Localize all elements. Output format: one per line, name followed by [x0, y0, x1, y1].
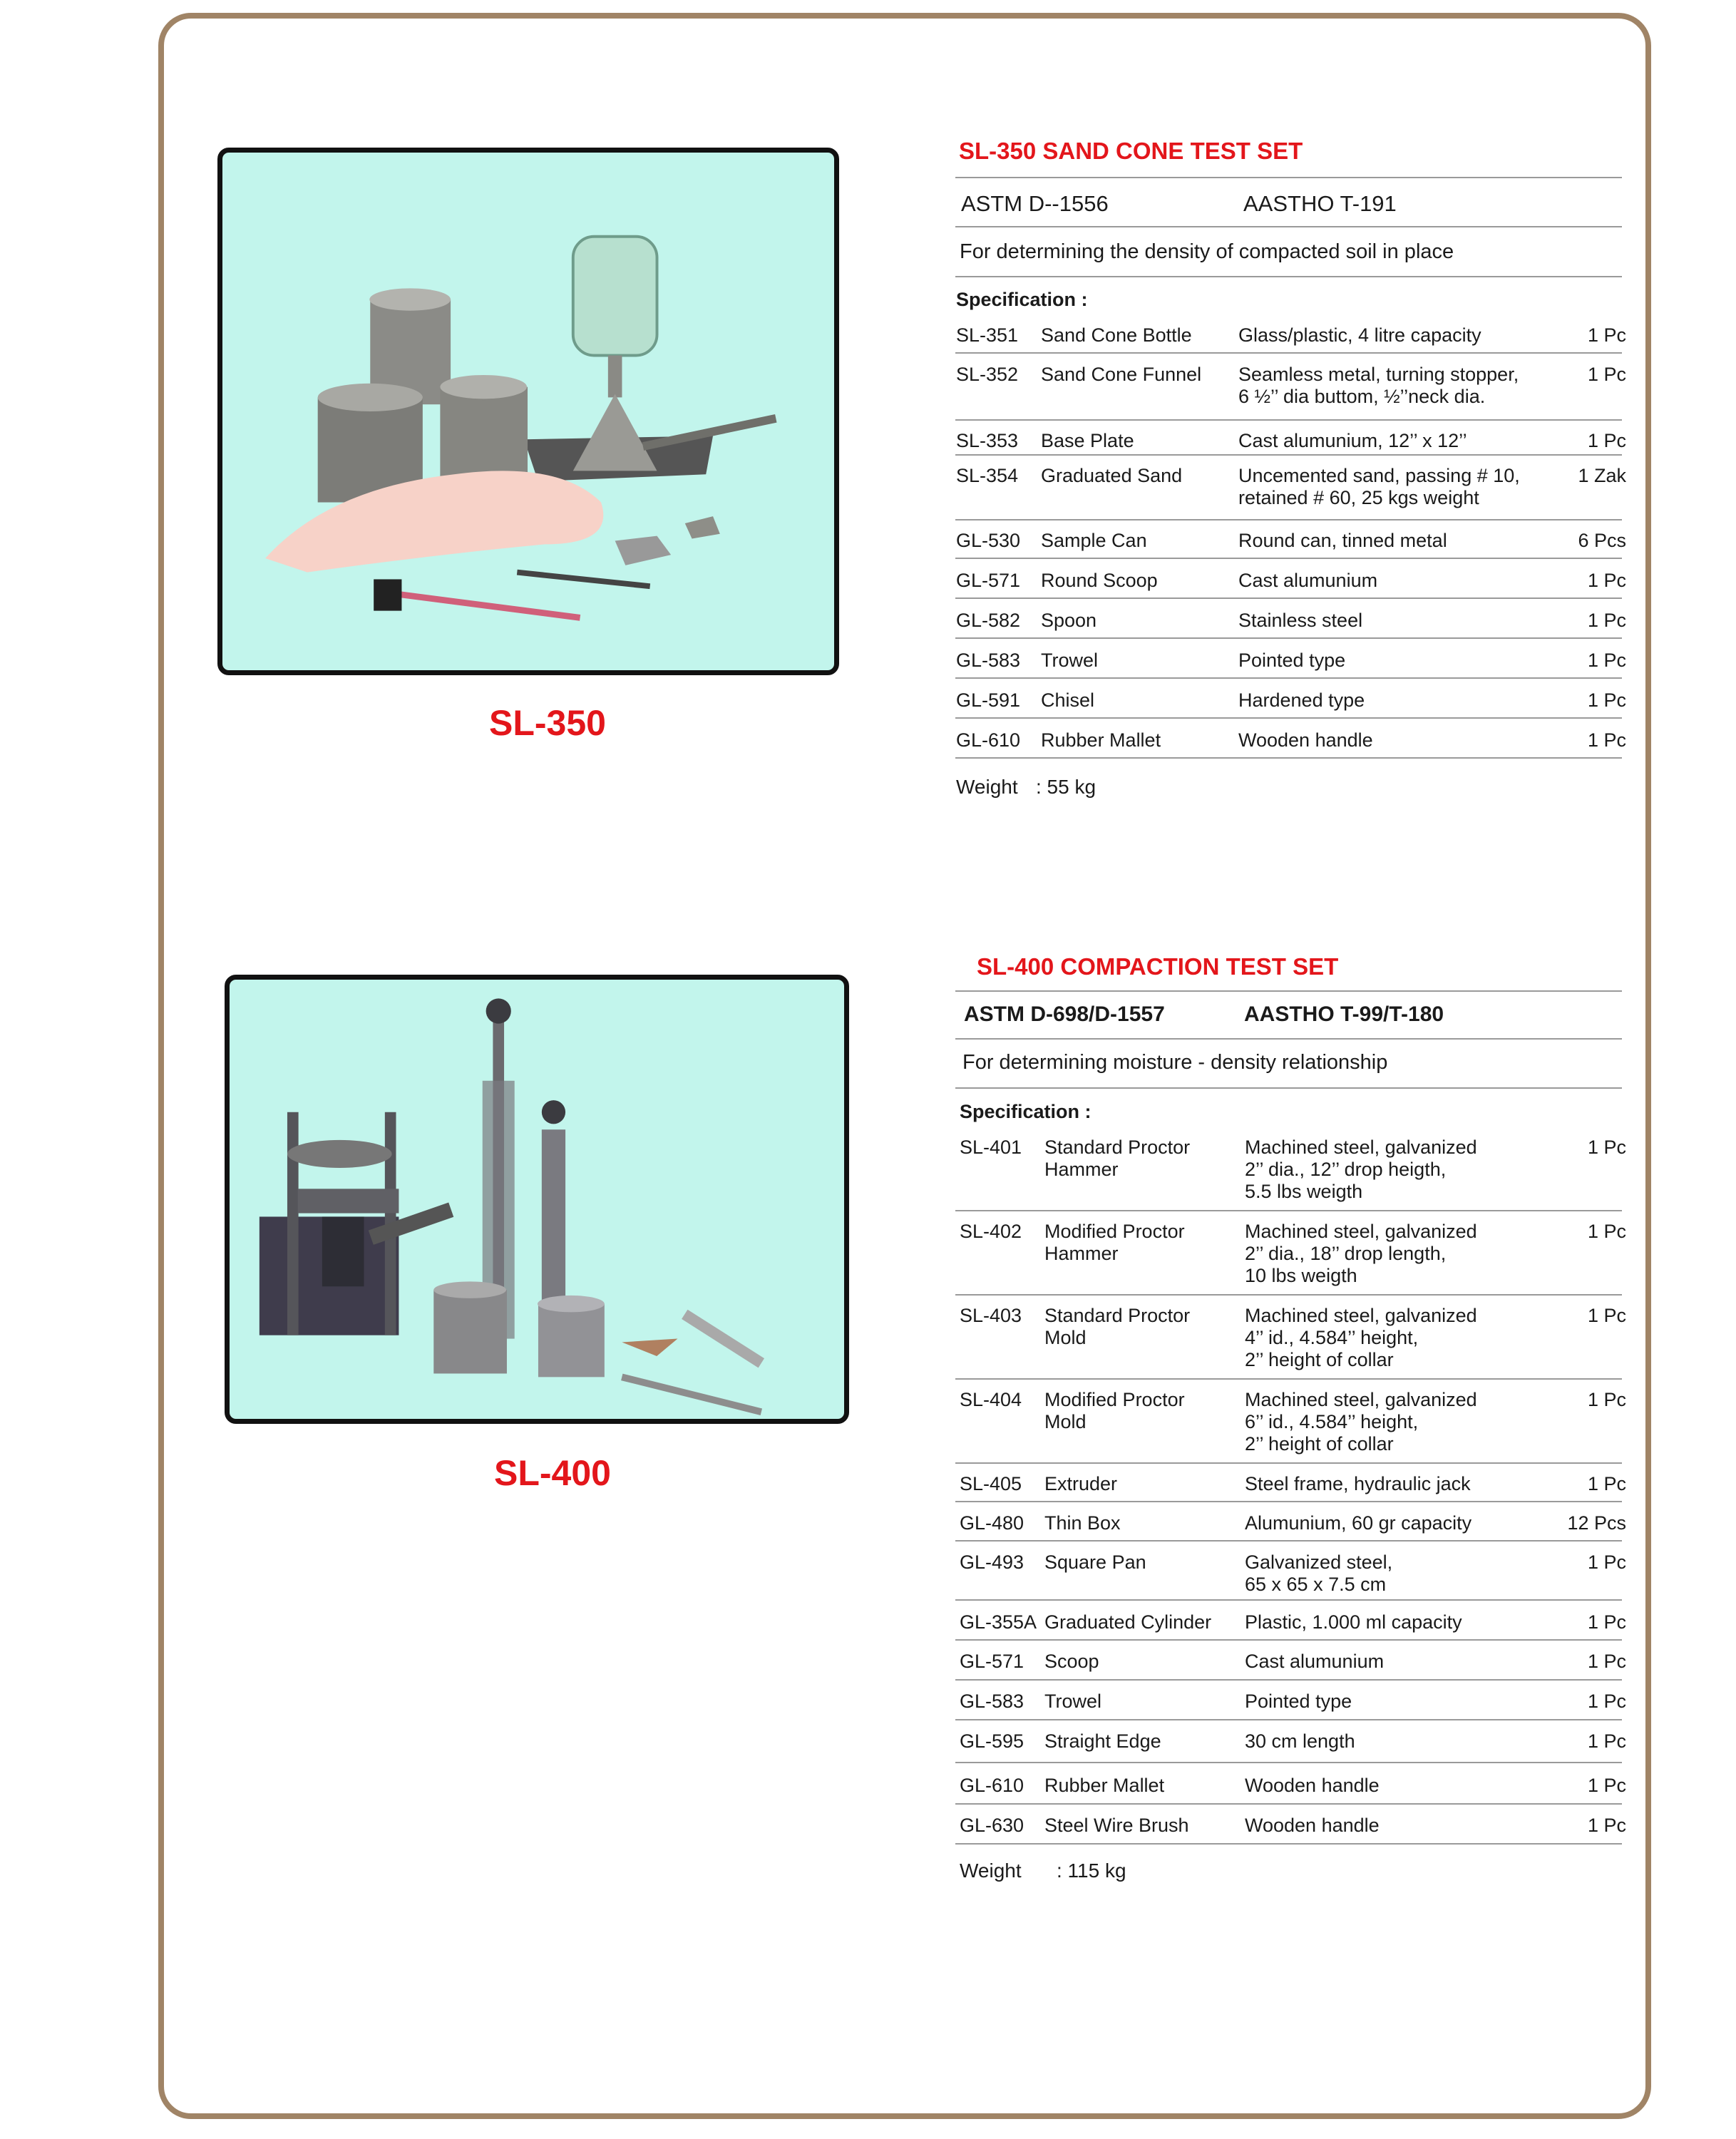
item-code: GL-610: [960, 1775, 1024, 1796]
item-qty: 1 Pc: [1587, 729, 1626, 751]
sl350-caption: SL-350: [489, 703, 606, 743]
item-name: Rubber Mallet: [1044, 1775, 1165, 1796]
item-name: Scoop: [1044, 1651, 1099, 1672]
item-spec: Wooden handle: [1245, 1815, 1380, 1836]
item-spec: Uncemented sand, passing # 10, retained # 60, 25 kgs weight: [1238, 465, 1520, 508]
sand-cone-set-photo: [217, 148, 839, 675]
item-code: SL-401: [960, 1137, 1022, 1158]
item-code: SL-402: [960, 1221, 1022, 1242]
item-name: Modified Proctor Hammer: [1044, 1221, 1185, 1264]
sl350-spec-label: Specification :: [956, 289, 1088, 310]
sl350-aastho-standard: AASTHO T-191: [1243, 191, 1397, 216]
item-code: GL-595: [960, 1730, 1024, 1752]
item-spec: Cast alumunium, 12’’ x 12’’: [1238, 430, 1467, 451]
item-qty: 1 Pc: [1587, 1691, 1626, 1712]
item-spec: Steel frame, hydraulic jack: [1245, 1473, 1471, 1494]
item-spec: 30 cm length: [1245, 1730, 1355, 1752]
item-name: Trowel: [1044, 1691, 1102, 1712]
item-code: SL-405: [960, 1473, 1022, 1494]
item-qty: 1 Pc: [1587, 1611, 1626, 1633]
compaction-set-photo: [225, 975, 849, 1424]
divider: [955, 226, 1622, 227]
item-qty: 1 Zak: [1578, 465, 1626, 486]
item-qty: 1 Pc: [1587, 1730, 1626, 1752]
row-divider: [955, 757, 1622, 759]
item-name: Spoon: [1041, 610, 1097, 631]
item-spec: Wooden handle: [1245, 1775, 1380, 1796]
item-name: Straight Edge: [1044, 1730, 1161, 1752]
item-code: GL-630: [960, 1815, 1024, 1836]
item-name: Rubber Mallet: [1041, 729, 1161, 751]
sl400-description: For determining moisture - density relationship: [962, 1051, 1388, 1074]
item-qty: 1 Pc: [1587, 1815, 1626, 1836]
divider: [955, 1087, 1622, 1089]
row-divider: [955, 1294, 1622, 1296]
item-code: GL-571: [960, 1651, 1024, 1672]
row-divider: [955, 558, 1622, 559]
item-qty: 12 Pcs: [1567, 1512, 1626, 1534]
item-code: SL-404: [960, 1389, 1022, 1410]
item-qty: 1 Pc: [1587, 364, 1626, 385]
item-name: Graduated Sand: [1041, 465, 1183, 486]
item-name: Sand Cone Funnel: [1041, 364, 1202, 385]
item-spec: Round can, tinned metal: [1238, 530, 1447, 551]
item-spec: Galvanized steel, 65 x 65 x 7.5 cm: [1245, 1551, 1393, 1595]
row-divider: [955, 454, 1622, 456]
sl400-aastho-standard: AASTHO T-99/T-180: [1244, 1002, 1444, 1026]
item-name: Extruder: [1044, 1473, 1118, 1494]
item-spec: Stainless steel: [1238, 610, 1363, 631]
item-spec: Plastic, 1.000 ml capacity: [1245, 1611, 1462, 1633]
divider: [955, 1038, 1622, 1040]
sl400-astm-standard: ASTM D-698/D-1557: [964, 1002, 1165, 1026]
item-name: Thin Box: [1044, 1512, 1121, 1534]
sl350-astm-standard: ASTM D--1556: [961, 191, 1109, 216]
row-divider: [955, 1462, 1622, 1464]
item-name: Standard Proctor Hammer: [1044, 1137, 1191, 1180]
row-divider: [955, 1501, 1622, 1502]
item-qty: 1 Pc: [1587, 1305, 1626, 1326]
item-qty: 1 Pc: [1587, 650, 1626, 671]
divider: [955, 276, 1622, 277]
sl400-spec-label: Specification :: [960, 1101, 1092, 1122]
item-qty: 1 Pc: [1587, 1221, 1626, 1242]
item-code: GL-355A: [960, 1611, 1037, 1633]
row-divider: [955, 1540, 1622, 1542]
row-divider: [955, 519, 1622, 520]
row-divider: [955, 677, 1622, 679]
item-spec: Wooden handle: [1238, 729, 1373, 751]
row-divider: [955, 717, 1622, 719]
item-qty: 1 Pc: [1587, 610, 1626, 631]
item-name: Sample Can: [1041, 530, 1147, 551]
row-divider: [955, 1210, 1622, 1211]
item-spec: Cast alumunium: [1245, 1651, 1385, 1672]
item-qty: 1 Pc: [1587, 1473, 1626, 1494]
item-name: Standard Proctor Mold: [1044, 1305, 1191, 1348]
sl350-title: SL-350 SAND CONE TEST SET: [959, 138, 1303, 164]
item-name: Square Pan: [1044, 1551, 1146, 1573]
item-spec: Machined steel, galvanized 6’’ id., 4.584’’ height, 2’’ height of collar: [1245, 1389, 1477, 1455]
item-code: SL-351: [956, 324, 1019, 346]
item-spec: Pointed type: [1238, 650, 1346, 671]
row-divider: [955, 637, 1622, 639]
item-qty: 1 Pc: [1587, 324, 1626, 346]
item-code: GL-571: [956, 570, 1021, 591]
row-divider: [955, 419, 1622, 421]
row-divider: [955, 1599, 1622, 1601]
item-code: GL-493: [960, 1551, 1024, 1573]
item-spec: Machined steel, galvanized 2’’ dia., 12’’ drop heigth, 5.5 lbs weigth: [1245, 1137, 1477, 1202]
sl350-description: For determining the density of compacted soil in place: [960, 240, 1454, 263]
item-code: SL-352: [956, 364, 1019, 385]
item-qty: 6 Pcs: [1578, 530, 1626, 551]
item-spec: Alumunium, 60 gr capacity: [1245, 1512, 1472, 1534]
item-code: GL-480: [960, 1512, 1024, 1534]
item-code: GL-530: [956, 530, 1021, 551]
item-qty: 1 Pc: [1587, 570, 1626, 591]
item-qty: 1 Pc: [1587, 689, 1626, 711]
sl400-title: SL-400 COMPACTION TEST SET: [977, 953, 1339, 980]
item-spec: Seamless metal, turning stopper, 6 ½’’ dia buttom, ½’’neck dia.: [1238, 364, 1519, 407]
sl400-caption: SL-400: [494, 1453, 611, 1493]
item-spec: Machined steel, galvanized 2’’ dia., 18’’ drop length, 10 lbs weigth: [1245, 1221, 1477, 1286]
row-divider: [955, 1639, 1622, 1641]
item-code: GL-583: [956, 650, 1021, 671]
item-code: GL-583: [960, 1691, 1024, 1712]
item-spec: Machined steel, galvanized 4’’ id., 4.584’’ height, 2’’ height of collar: [1245, 1305, 1477, 1370]
sl400-weight-label: Weight: [960, 1860, 1022, 1882]
item-code: GL-582: [956, 610, 1021, 631]
item-spec: Pointed type: [1245, 1691, 1352, 1712]
item-name: Sand Cone Bottle: [1041, 324, 1192, 346]
item-qty: 1 Pc: [1587, 1775, 1626, 1796]
divider: [955, 990, 1622, 992]
item-code: GL-610: [956, 729, 1021, 751]
item-qty: 1 Pc: [1587, 1651, 1626, 1672]
item-spec: Glass/plastic, 4 litre capacity: [1238, 324, 1481, 346]
item-name: Modified Proctor Mold: [1044, 1389, 1185, 1432]
row-divider: [955, 352, 1622, 354]
row-divider: [955, 1679, 1622, 1681]
item-name: Trowel: [1041, 650, 1099, 671]
item-spec: Cast alumunium: [1238, 570, 1378, 591]
item-code: SL-353: [956, 430, 1019, 451]
item-name: Round Scoop: [1041, 570, 1158, 591]
row-divider: [955, 1378, 1622, 1380]
item-name: Chisel: [1041, 689, 1095, 711]
row-divider: [955, 1843, 1622, 1845]
item-code: SL-354: [956, 465, 1019, 486]
item-code: SL-403: [960, 1305, 1022, 1326]
item-qty: 1 Pc: [1587, 430, 1626, 451]
row-divider: [955, 1762, 1622, 1763]
sl350-weight-value: : 55 kg: [1036, 776, 1096, 798]
item-spec: Hardened type: [1238, 689, 1365, 711]
sl350-weight-label: Weight: [956, 776, 1018, 798]
row-divider: [955, 1803, 1622, 1805]
item-qty: 1 Pc: [1587, 1551, 1626, 1573]
sl400-weight-value: : 115 kg: [1057, 1860, 1126, 1882]
item-qty: 1 Pc: [1587, 1389, 1626, 1410]
item-code: GL-591: [956, 689, 1021, 711]
item-name: Base Plate: [1041, 430, 1134, 451]
divider: [955, 177, 1622, 178]
row-divider: [955, 1719, 1622, 1720]
item-qty: 1 Pc: [1587, 1137, 1626, 1158]
item-name: Steel Wire Brush: [1044, 1815, 1189, 1836]
row-divider: [955, 597, 1622, 599]
item-name: Graduated Cylinder: [1044, 1611, 1212, 1633]
